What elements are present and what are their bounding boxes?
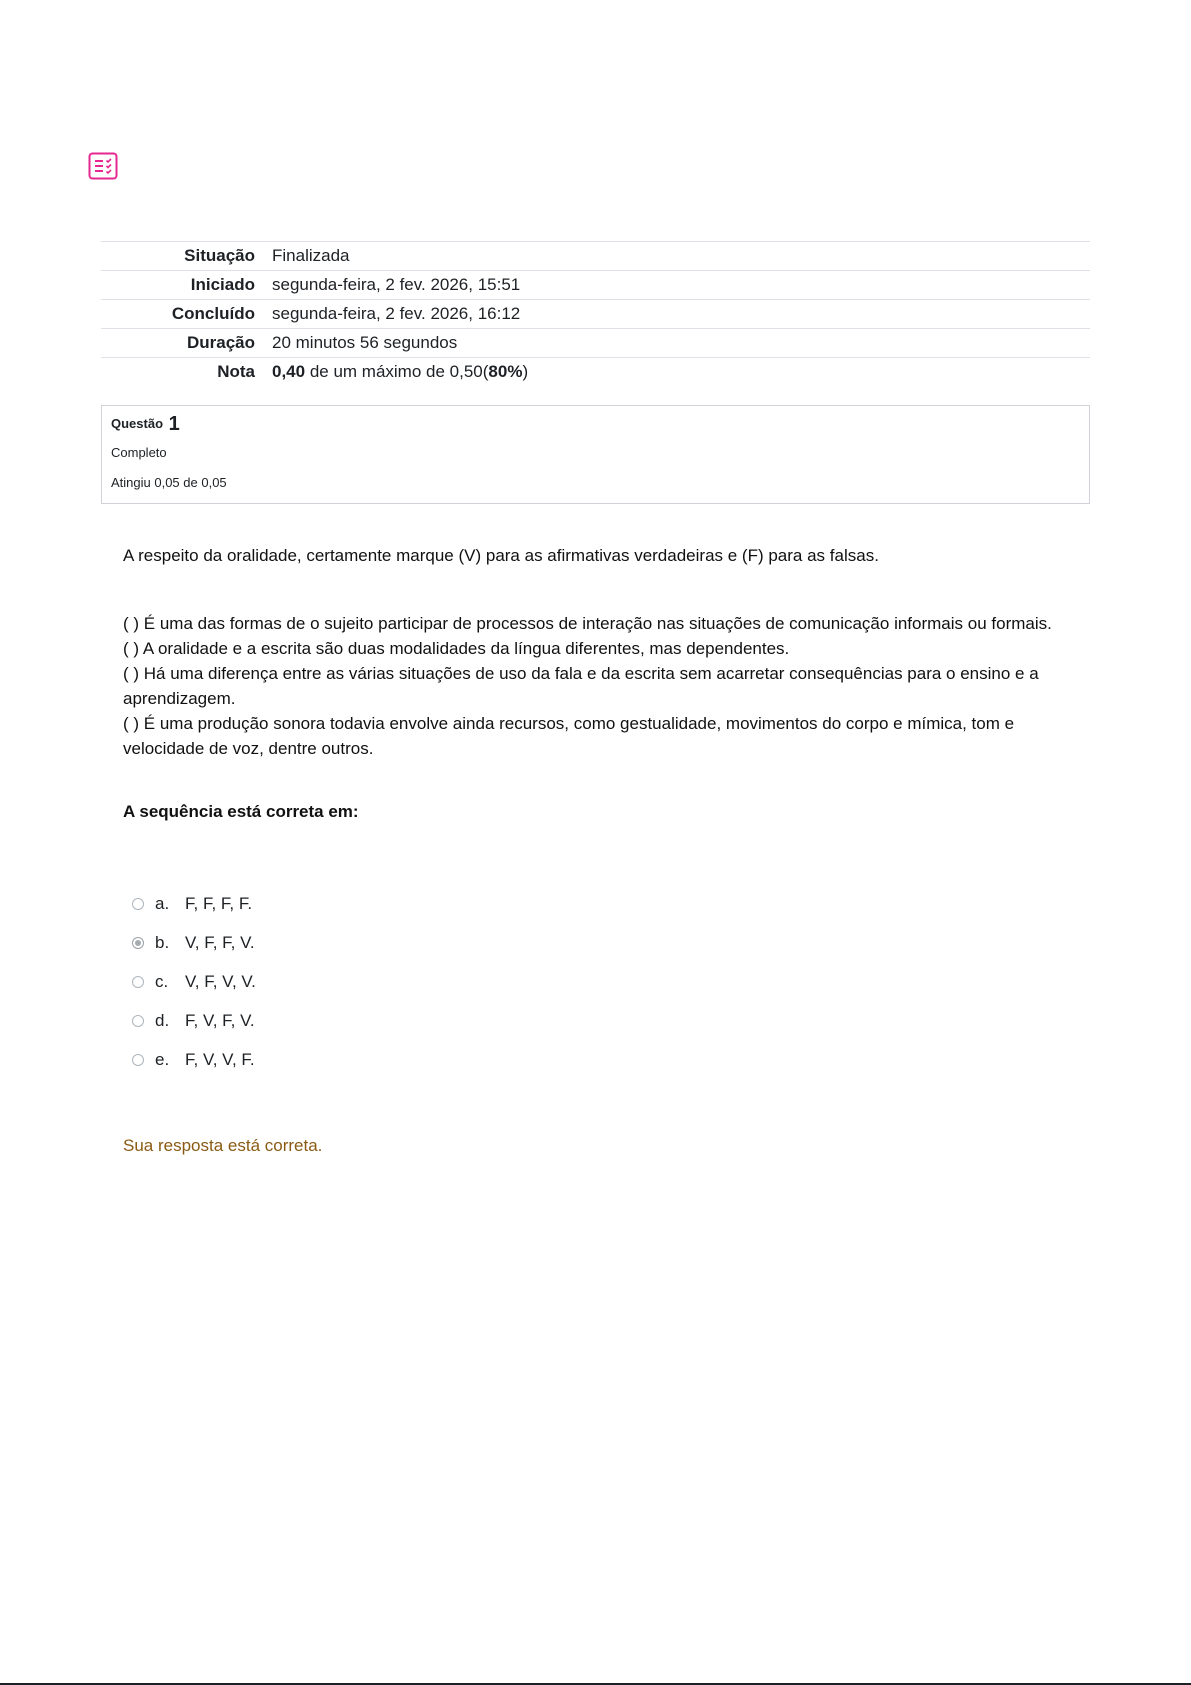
grade-percent: 80% xyxy=(488,362,523,381)
option-letter: c. xyxy=(155,971,169,991)
question-statements xyxy=(123,611,1073,761)
answer-option-d[interactable] xyxy=(132,1001,256,1040)
grade-score: 0,40 xyxy=(272,362,306,381)
statement: ( ) Há uma diferença entre as várias situações de uso da fala e da escrita sem acarretar consequências para o ensino e a aprendizagem. xyxy=(123,664,1039,708)
radio-button[interactable] xyxy=(132,1015,144,1027)
question-info-box xyxy=(101,405,1090,504)
statement: ( ) É uma produção sonora todavia envolve ainda recursos, como gestualidade, movimentos do corpo e mímica, tom e velocidade de voz, dentre outros. xyxy=(123,714,1015,758)
summary-value: 20 minutos 56 segundos xyxy=(272,333,458,352)
attempt-summary-table xyxy=(101,241,1090,386)
answer-option-e[interactable] xyxy=(132,1040,256,1079)
summary-label: Situação xyxy=(184,246,255,265)
summary-label: Duração xyxy=(186,333,255,352)
question-title-prefix: Questão xyxy=(111,416,164,431)
option-letter: e. xyxy=(155,1049,170,1069)
option-letter: a. xyxy=(155,893,170,913)
radio-button[interactable] xyxy=(132,898,144,910)
question-state: Completo xyxy=(111,445,167,460)
answer-option-c[interactable] xyxy=(132,962,256,1001)
answer-options xyxy=(132,884,256,1079)
question-grade: Atingiu 0,05 de 0,05 xyxy=(111,475,227,490)
summary-value: segunda-feira, 2 fev. 2026, 16:12 xyxy=(272,304,521,323)
answer-option-a[interactable] xyxy=(132,884,256,923)
grade-middle: de um máximo de 0,50( xyxy=(305,362,489,381)
summary-value: segunda-feira, 2 fev. 2026, 15:51 xyxy=(272,275,521,294)
summary-row-started xyxy=(101,271,1090,300)
summary-label: Iniciado xyxy=(190,275,255,294)
summary-row-status xyxy=(101,242,1090,271)
summary-label: Concluído xyxy=(171,304,255,323)
summary-label: Nota xyxy=(217,362,255,381)
summary-row-grade xyxy=(101,358,1090,387)
question-prompt: A sequência está correta em: xyxy=(123,802,359,821)
quiz-list-icon xyxy=(88,152,118,180)
option-text: V, F, F, V. xyxy=(185,932,255,952)
question-intro: A respeito da oralidade, certamente marque (V) para as afirmativas verdadeiras e (F) para as falsas. xyxy=(123,546,879,565)
option-text: V, F, V, V. xyxy=(185,971,256,991)
radio-button[interactable] xyxy=(132,1054,144,1066)
answer-feedback: Sua resposta está correta. xyxy=(123,1136,323,1155)
option-text: F, V, V, F. xyxy=(185,1049,255,1069)
option-letter: b. xyxy=(155,932,170,952)
option-text: F, F, F, F. xyxy=(185,893,253,913)
summary-row-completed xyxy=(101,300,1090,329)
statement: ( ) É uma das formas de o sujeito participar de processos de interação nas situações de comunicação informais ou formais. xyxy=(123,614,1052,633)
statement: ( ) A oralidade e a escrita são duas modalidades da língua diferentes, mas dependentes. xyxy=(123,639,790,658)
question-title xyxy=(111,412,180,436)
summary-value: Finalizada xyxy=(272,246,350,265)
answer-option-b[interactable] xyxy=(132,923,256,962)
radio-button-selected[interactable] xyxy=(132,937,144,949)
option-letter: d. xyxy=(155,1010,170,1030)
radio-button[interactable] xyxy=(132,976,144,988)
grade-end: ) xyxy=(522,362,529,381)
summary-row-duration xyxy=(101,329,1090,358)
summary-grade-value xyxy=(272,358,1090,387)
question-number: 1 xyxy=(168,413,180,435)
option-text: F, V, F, V. xyxy=(185,1010,255,1030)
